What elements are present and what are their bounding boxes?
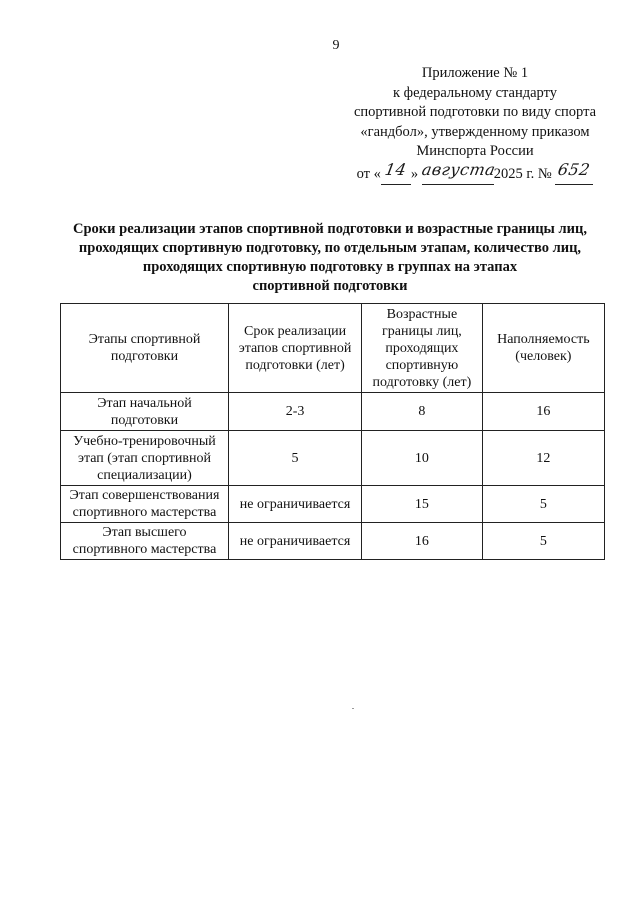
header-line: Наполняемость [497, 332, 590, 347]
cell-duration: 2-3 [228, 393, 361, 431]
table-row [61, 431, 605, 486]
scan-speck [352, 708, 354, 709]
header-age-limits [362, 304, 483, 393]
date-mid: » [410, 165, 419, 182]
header-duration [228, 304, 361, 393]
table-row [61, 486, 605, 523]
table-row [61, 393, 605, 431]
appendix-line: к федеральному стандарту [393, 84, 557, 101]
cell-stage [61, 523, 229, 560]
cell-capacity: 16 [482, 393, 604, 431]
cell-age: 15 [362, 486, 483, 523]
header-line: подготовки [110, 349, 179, 364]
cell-line: подготовки [110, 412, 179, 428]
header-stages [61, 304, 229, 393]
title-line: проходящих спортивную подготовку в группах на этапах [142, 259, 518, 275]
handwritten-month [420, 159, 497, 186]
cell-stage [61, 486, 229, 523]
cell-age: 10 [362, 431, 483, 486]
header-line: этапов спортивной [238, 340, 352, 356]
appendix-line: «гандбол», утвержденному приказом [360, 123, 590, 140]
title-line: Сроки реализации этапов спортивной подготовки и возрастные границы лиц, [73, 221, 587, 237]
table-header-row [61, 304, 605, 393]
cell-age: 16 [362, 523, 483, 560]
cell-duration: не ограничивается [228, 486, 361, 523]
handwritten-day [381, 159, 411, 186]
cell-capacity: 5 [482, 523, 604, 560]
header-line: Срок реализации [244, 323, 347, 339]
header-line: Возрастные [386, 306, 458, 322]
table-row [61, 523, 605, 560]
title-line: проходящих спортивную подготовку, по отдельным этапам, количество лиц, [78, 240, 582, 256]
cell-line: Этап высшего [102, 525, 187, 540]
cell-age: 8 [362, 393, 483, 431]
cell-capacity: 12 [482, 431, 604, 486]
cell-line: спортивного мастерства [72, 542, 217, 557]
cell-line: специализации) [97, 467, 192, 483]
handwritten-month-text: августа [420, 159, 497, 179]
appendix-title: Приложение № 1 [421, 65, 529, 81]
header-line: Этапы спортивной [88, 332, 201, 347]
handwritten-order-number [555, 159, 593, 186]
handwritten-order-number-text: 652 [556, 159, 593, 179]
cell-duration: не ограничивается [228, 523, 361, 560]
header-capacity [482, 304, 604, 393]
document-title [40, 220, 620, 296]
stages-table [60, 303, 605, 560]
cell-capacity: 5 [482, 486, 604, 523]
header-line: проходящих [385, 340, 459, 356]
title-line: спортивной подготовки [252, 278, 408, 294]
header-line: подготовки (лет) [245, 357, 345, 373]
header-line: спортивную [385, 357, 459, 373]
date-prefix: от « [356, 165, 381, 182]
header-line: границы лиц, [382, 323, 462, 339]
appendix-line: спортивной подготовки по виду спорта [353, 104, 597, 120]
cell-line: Этап совершенствования [69, 488, 220, 503]
cell-duration: 5 [228, 431, 361, 486]
header-line: (человек) [515, 349, 572, 364]
page-number: 9 [332, 38, 340, 53]
cell-line: Учебно-тренировочный [73, 433, 216, 449]
cell-stage [61, 431, 229, 486]
header-line: подготовку (лет) [372, 374, 472, 390]
appendix-header [330, 64, 620, 185]
cell-stage [61, 393, 229, 431]
date-year: 2025 г. № [493, 165, 552, 182]
cell-line: спортивного мастерства [72, 505, 217, 520]
cell-line: Этап начальной [97, 395, 192, 411]
handwritten-day-text: 14 [383, 159, 409, 179]
cell-line: этап (этап спортивной [77, 450, 211, 466]
appendix-date-line [330, 159, 620, 186]
appendix-line: Минспорта России [416, 143, 534, 159]
